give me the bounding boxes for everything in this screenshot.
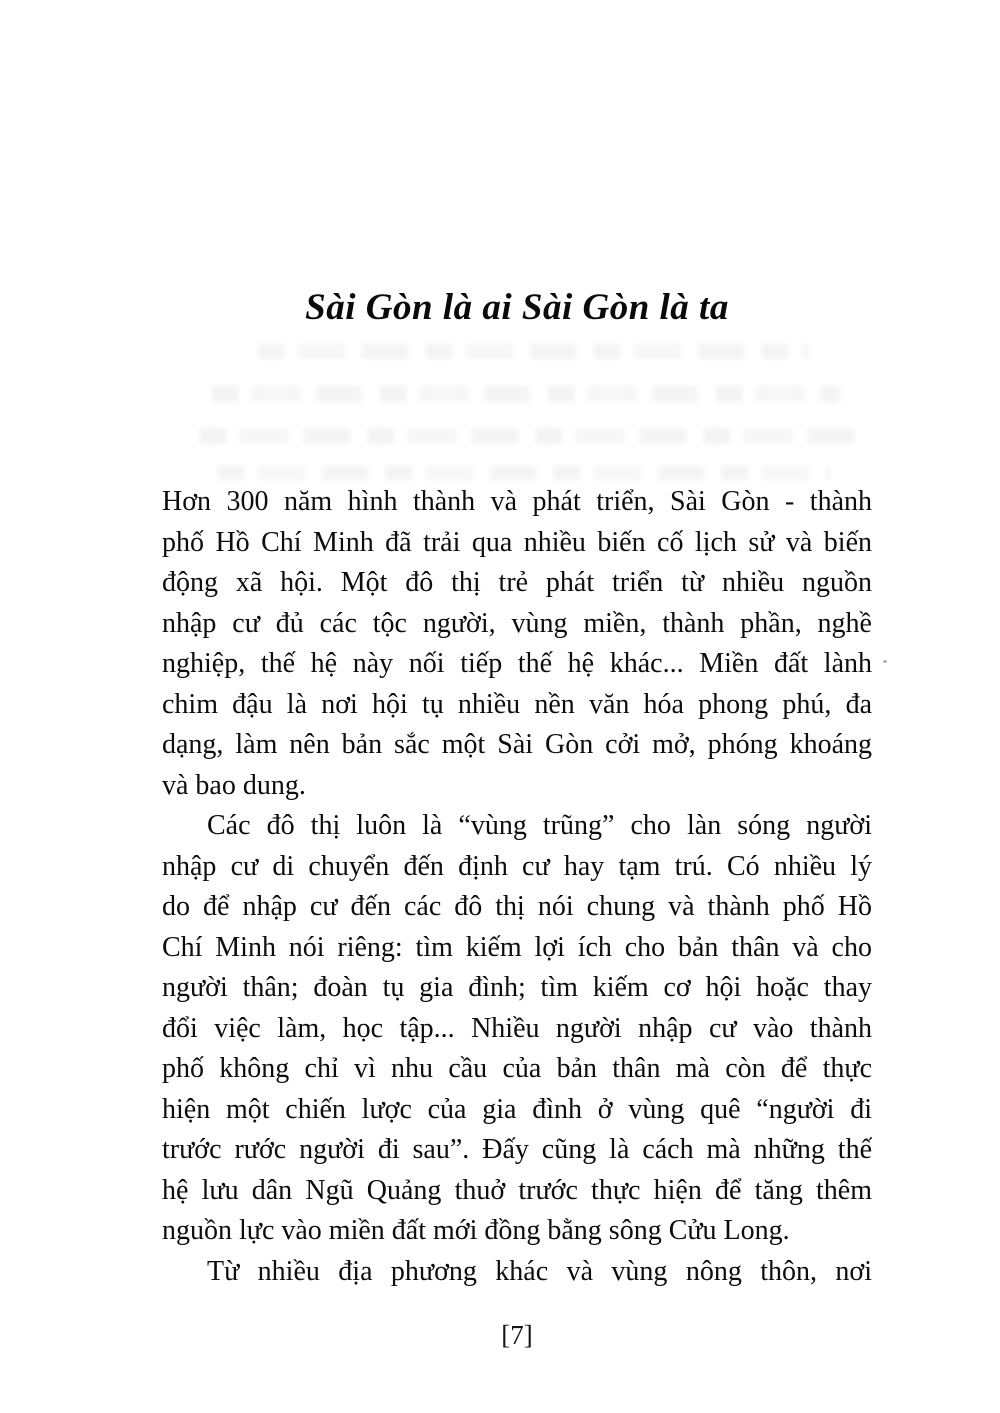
text-line: Các đô thị luôn là “vùng trũng” cho làn sóng người (207, 810, 872, 841)
paragraph (162, 806, 872, 1252)
text-line: nhập cư di chuyển đến định cư hay tạm trú. Có nhiều lý (162, 850, 872, 882)
text-line: động xã hội. Một đô thị trẻ phát triển từ nhiều nguồn (162, 567, 872, 598)
bleed-through-text (200, 428, 855, 444)
text-line: trước rước người đi sau”. Đấy cũng là cách mà những thế (162, 1134, 872, 1165)
text-line: nguồn lực vào miền đất mới đồng bằng sông Cửu Long. (162, 1215, 790, 1246)
bleed-through-text (212, 386, 840, 402)
text-line: Chí Minh nói riêng: tìm kiếm lợi ích cho bản thân và cho (162, 931, 872, 963)
text-line: dạng, làm nên bản sắc một Sài Gòn cởi mở, phóng khoáng (162, 729, 872, 760)
text-line: hệ lưu dân Ngũ Quảng thuở trước thực hiện để tăng thêm (162, 1174, 872, 1206)
text-line: phố Hồ Chí Minh đã trải qua nhiều biến cố lịch sử và biến (162, 526, 872, 558)
paragraph (162, 482, 872, 806)
text-line: nghiệp, thế hệ này nối tiếp thế hệ khác... Miền đất lành (162, 648, 872, 679)
text-line: Từ nhiều địa phương khác và vùng nông thôn, nơi (207, 1255, 872, 1287)
text-line: Hơn 300 năm hình thành và phát triển, Sài Gòn - thành (162, 486, 872, 517)
text-line: đổi việc làm, học tập... Nhiều người nhập cư vào thành (162, 1012, 872, 1044)
text-line: và bao dung. (162, 769, 306, 801)
text-line: do để nhập cư đến các đô thị nói chung và thành phố Hồ (162, 891, 872, 922)
page-number: [7] (501, 1320, 533, 1350)
body-text (162, 482, 872, 1292)
bleed-through-text (218, 466, 830, 480)
text-line: phố không chỉ vì nhu cầu của bản thân mà còn để thực (162, 1053, 872, 1084)
paragraph (162, 1252, 872, 1293)
text-line: nhập cư đủ các tộc người, vùng miền, thành phần, nghề (162, 607, 872, 639)
chapter-title: Sài Gòn là ai Sài Gòn là ta (305, 287, 729, 328)
bleed-through-text (258, 344, 810, 359)
text-line: chim đậu là nơi hội tụ nhiều nền văn hóa phong phú, đa (162, 688, 872, 720)
text-line: người thân; đoàn tụ gia đình; tìm kiếm cơ hội hoặc thay (162, 972, 872, 1003)
print-speck (883, 660, 887, 663)
text-line: hiện một chiến lược của gia đình ở vùng quê “người đi (162, 1093, 872, 1125)
